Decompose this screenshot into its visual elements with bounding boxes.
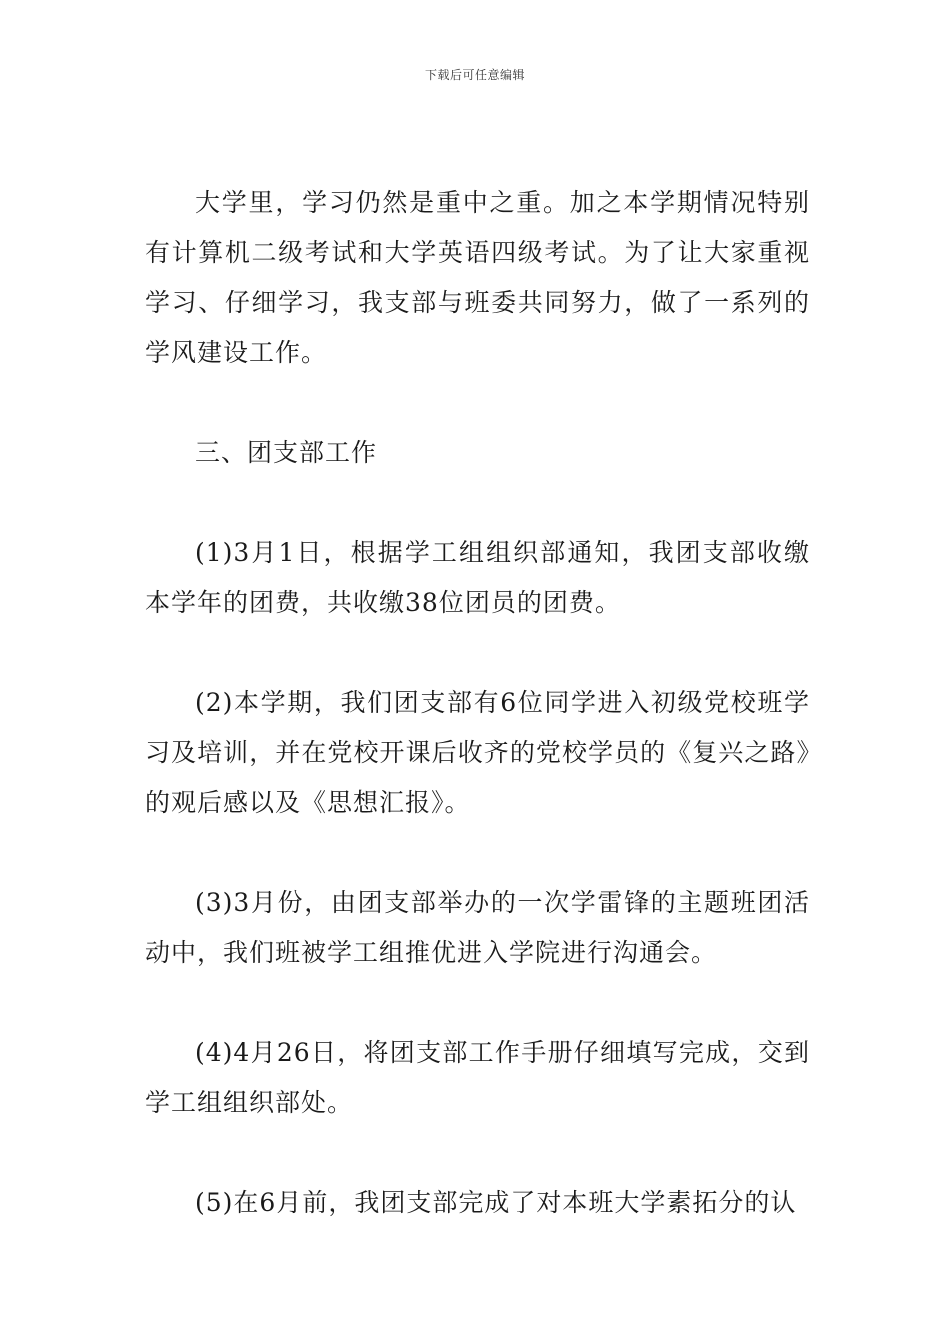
paragraph-item-4: (4)4月26日，将团支部工作手册仔细填写完成，交到学工组组织部处。 [145, 1038, 810, 1117]
page-header: 下载后可任意编辑 [424, 68, 525, 82]
paragraph-item-1: (1)3月1日，根据学工组组织部通知，我团支部收缴本学年的团费，共收缴38位团员的团费。 [145, 538, 810, 617]
document-body [145, 178, 810, 1228]
paragraph-study: 大学里，学习仍然是重中之重。加之本学期情况特别有计算机二级考试和大学英语四级考试。为了让大家重视学习、仔细学习，我支部与班委共同努力，做了一系列的学风建设工作。 [145, 188, 810, 367]
section-heading: 三、团支部工作 [195, 438, 378, 467]
paragraph-item-5: (5)在6月前，我团支部完成了对本班大学素拓分的认 [195, 1188, 797, 1217]
paragraph-item-3: (3)3月份，由团支部举办的一次学雷锋的主题班团活动中，我们班被学工组推优进入学院进行沟通会。 [145, 888, 810, 967]
paragraph-item-2: (2)本学期，我们团支部有6位同学进入初级党校班学习及培训，并在党校开课后收齐的党校学员的《复兴之路》的观后感以及《思想汇报》。 [145, 688, 810, 817]
